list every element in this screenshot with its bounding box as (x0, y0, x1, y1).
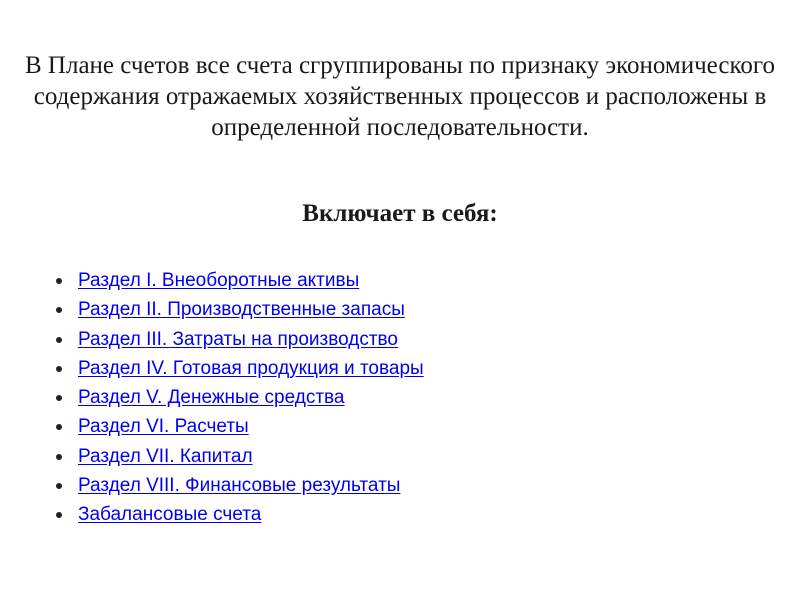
bullet-icon (56, 278, 62, 284)
list-item (56, 354, 424, 383)
list-item (56, 442, 424, 471)
section-link[interactable]: Раздел VI. Расчеты (78, 416, 249, 438)
section-link[interactable]: Забалансовые счета (78, 504, 262, 526)
section-link[interactable]: Раздел I. Внеоборотные активы (78, 270, 360, 291)
section-link[interactable]: Раздел II. Производственные запасы (78, 299, 405, 321)
section-link[interactable]: Раздел V. Денежные средства (78, 387, 345, 409)
sections-list (56, 266, 424, 530)
list-item (56, 383, 424, 412)
section-link[interactable]: Раздел III. Затраты на производство (78, 328, 399, 350)
list-item (56, 500, 424, 529)
bullet-icon (56, 512, 62, 518)
list-item (56, 295, 424, 324)
section-link[interactable]: Раздел IV. Готовая продукция и товары (78, 357, 424, 379)
list-item (56, 266, 424, 295)
list-item (56, 412, 424, 441)
bullet-icon (56, 424, 62, 430)
section-link[interactable]: Раздел VII. Капитал (78, 445, 253, 467)
bullet-icon (56, 483, 62, 489)
bullet-icon (56, 337, 62, 343)
list-item (56, 325, 424, 354)
bullet-icon (56, 307, 62, 313)
includes-heading: Включает в себя: (302, 200, 498, 227)
bullet-icon (56, 454, 62, 460)
section-link[interactable]: Раздел VIII. Финансовые результаты (78, 475, 401, 497)
bullet-icon (56, 395, 62, 401)
intro-paragraph: В Плане счетов все счета сгруппированы по признаку экономического содержания отражаемых хозяйственных процессов и расположены в определенной последовательности. (25, 52, 775, 141)
list-item (56, 471, 424, 500)
bullet-icon (56, 366, 62, 372)
